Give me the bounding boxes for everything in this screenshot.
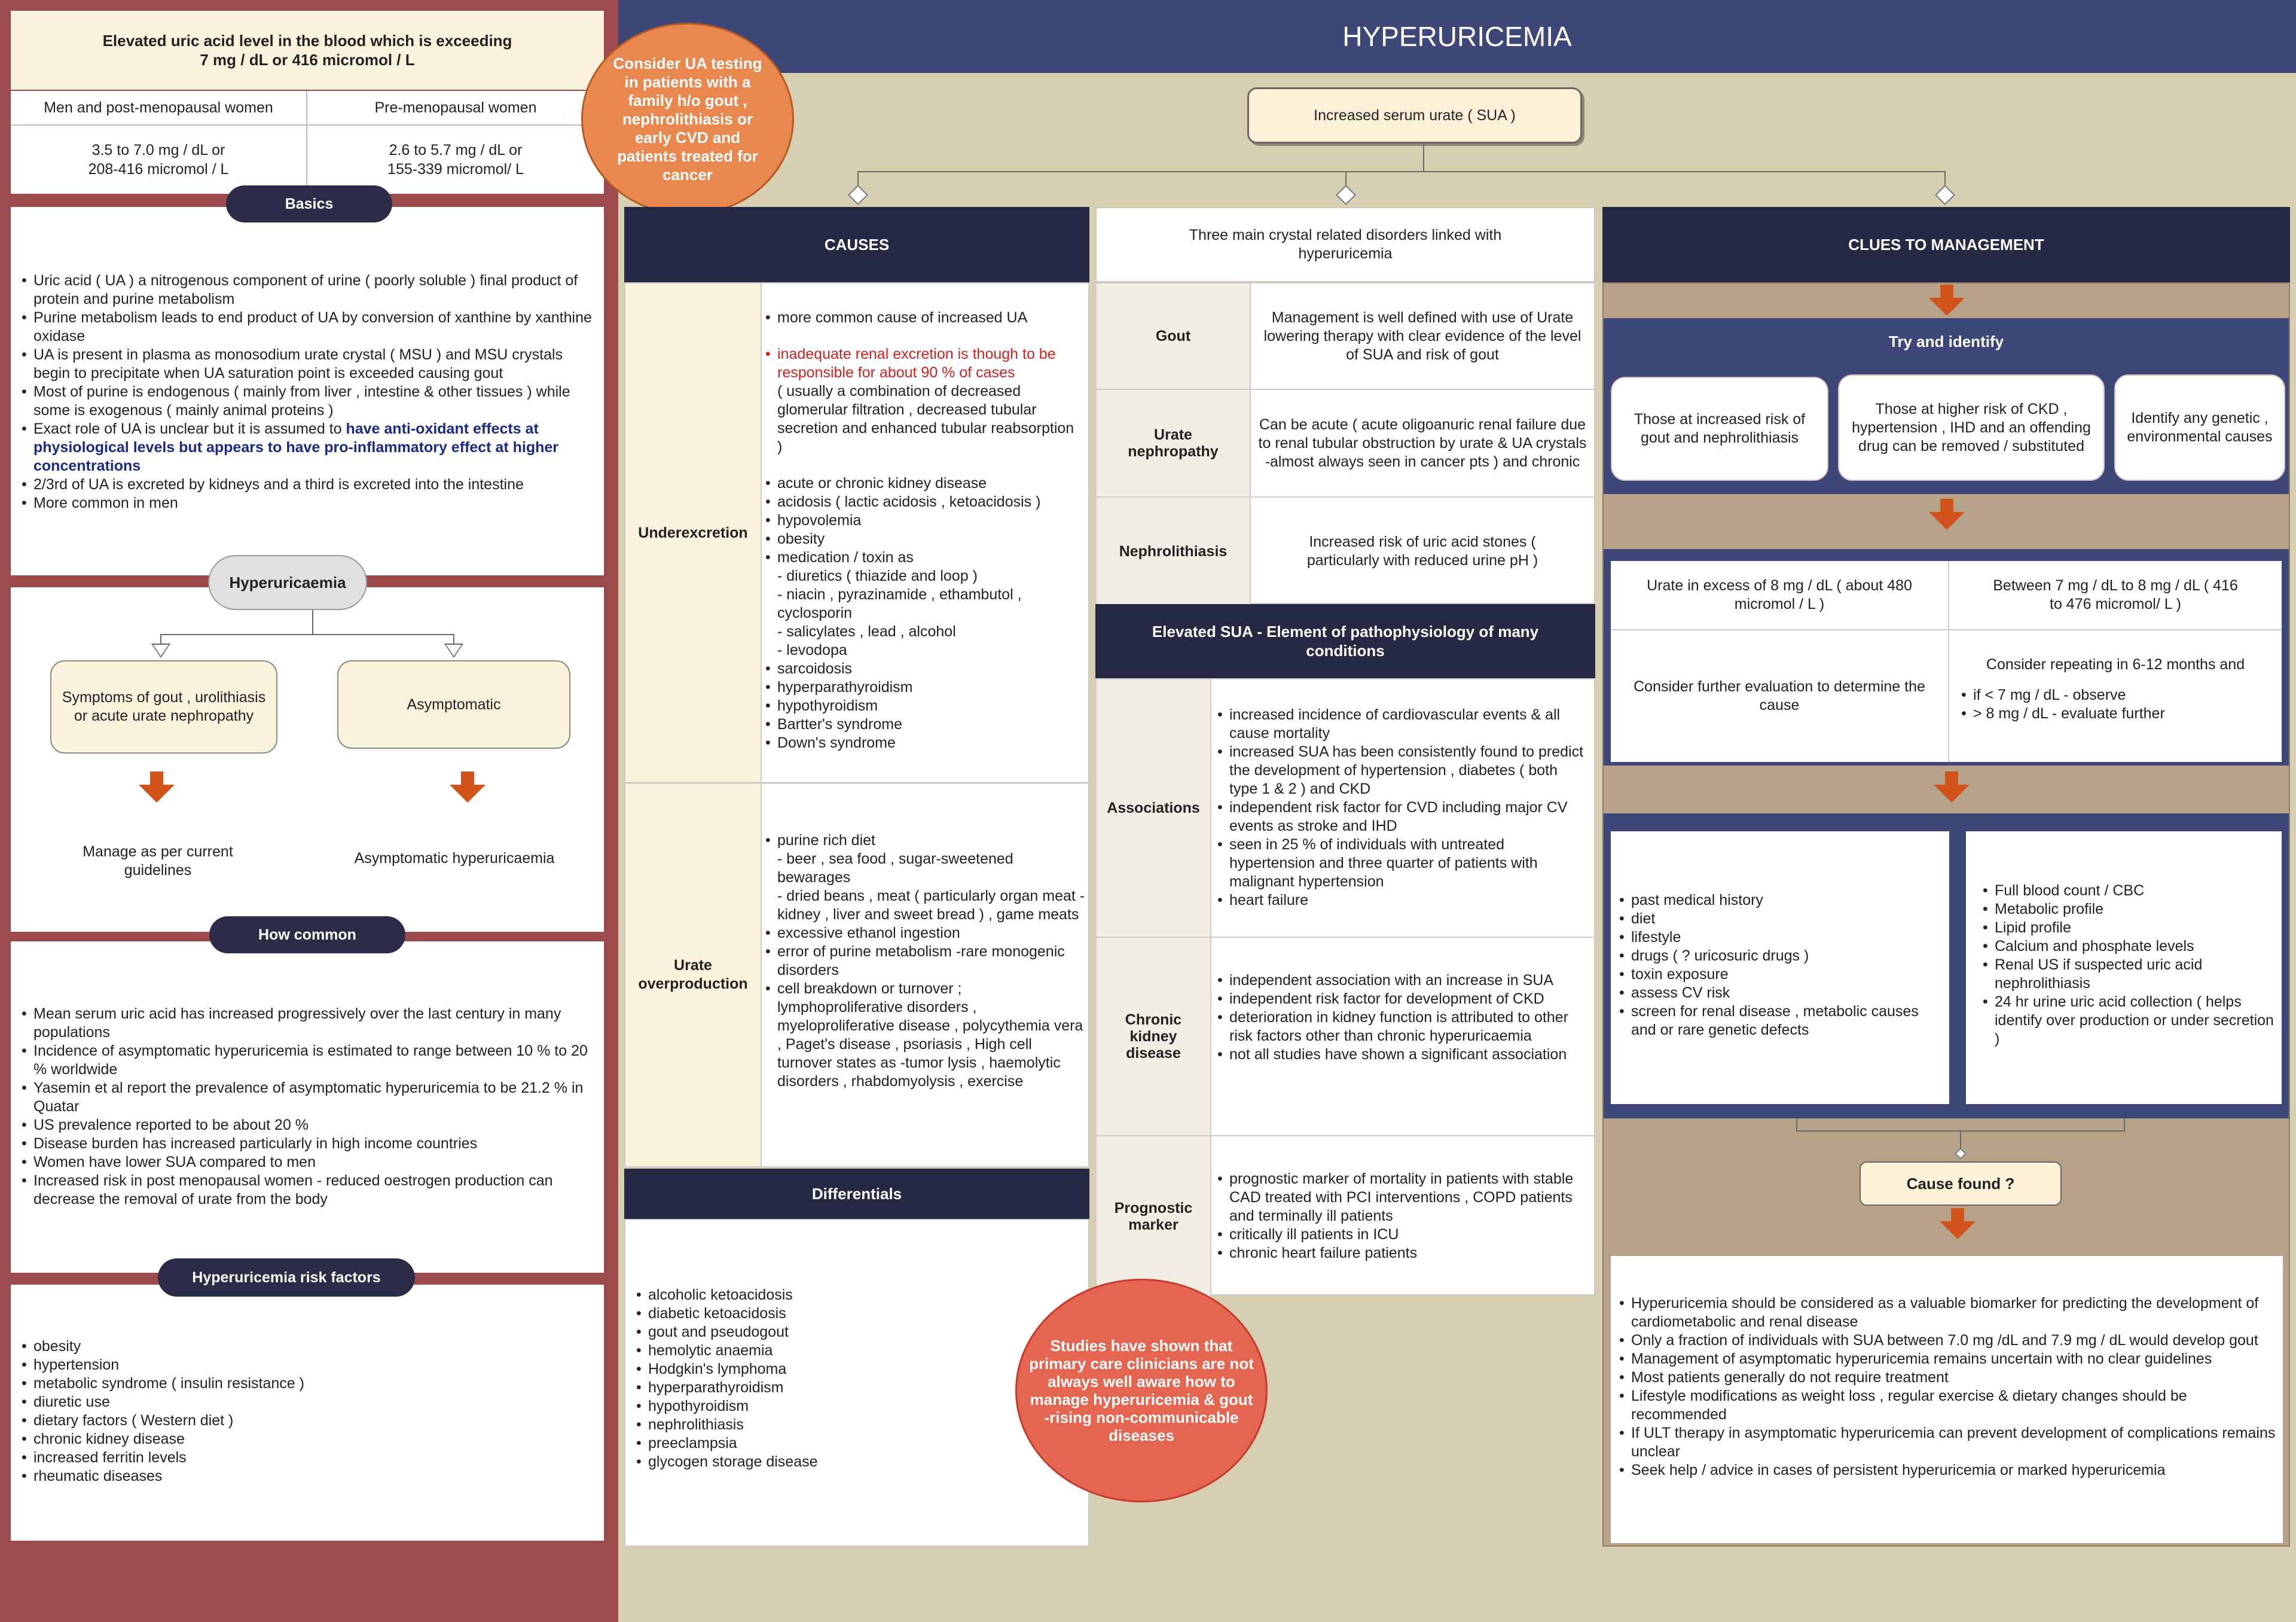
management-header: CLUES TO MANAGEMENT [1602,207,2290,282]
urate-high-header: Urate in excess of 8 mg / dL ( about 480 micromol / L ) [1611,561,1949,630]
underexcretion-label: Underexcretion [638,524,748,541]
list-item: • If ULT therapy in asymptomatic hyperuricemia can prevent development of complications remains unclear [1619,1424,2277,1461]
underexcretion-list-3 [765,660,1082,752]
ckd-label: Chronic kidney disease [1097,938,1211,1136]
sub-item: - dried beans , meat ( particularly organ meat -kidney , liver and sweet bread ) , game meats [777,888,1085,923]
basics-label: Basics [226,185,392,222]
flow-connector [160,634,454,635]
tree-connector [857,171,1946,172]
list-item: • Incidence of asymptomatic hyperuricemia is estimated to range between 10 % to 20 % worldwide [22,1042,596,1079]
list-item: • independent risk factor for development of CKD [1217,990,1589,1008]
repeat-list [1961,686,2270,723]
list-item: • UA is present in plasma as monosodium urate crystal ( MSU ) and MSU crystals begin to precipitate when UA saturation point is exceeded causing gout [22,346,596,383]
tree-connector [1796,1118,1797,1132]
women-value [307,126,604,194]
list-item: • assess CV risk [1619,984,1942,1002]
list-item: • seen in 25 % of individuals with untreated hypertension and three quarter of patients with malignant hypertension [1217,836,1589,891]
manage-result: Manage as per current guidelines [83,843,233,879]
prognostic-cell [1211,1136,1594,1297]
list-item: • 24 hr urine uric acid collection ( helps identify over production or under secretion ) [1983,993,2276,1048]
sub-item: - beer , sea food , sugar-sweetened bewarages [777,850,1013,886]
sub-item: - diuretics ( thiazide and loop ) [777,568,978,584]
try-box: Those at higher risk of CKD , hypertension , IHD and an offending drug can be removed / substituted [1838,374,2105,481]
crystal-table [1095,282,1595,604]
arrow-down-icon [1929,285,1965,316]
how-common-box [11,941,604,1273]
ckd-cell [1211,938,1594,1136]
urate-level-table [1611,561,2282,762]
tree-connector [1944,171,1946,185]
page-title: HYPERURICEMIA [618,0,2296,73]
sub-item: - niacin , pyrazinamide , ethambutol , cyclosporin [777,586,1022,621]
associations-cell [1211,679,1594,938]
tree-connector [1423,144,1424,171]
urate-high-body: Consider further evaluation to determine the cause [1611,630,1949,762]
list-item: • hypovolemia [765,511,1082,530]
list-item: • Mean serum uric acid has increased progressively over the last century in many populations [22,1005,596,1042]
arrow-down-icon [139,772,175,803]
underexcretion-note: ( usually a combination of decreased glomerular filtration , decreased tubular secretion and enhanced tubular reabsorption ) [777,383,1074,455]
risk-factors-list [22,1337,596,1486]
list-item: • toxin exposure [1619,965,1942,984]
list-item: • lifestyle [1619,928,1942,947]
list-item: • Hyperuricemia should be considered as a valuable biomarker for predicting the development of cardiometabolic and renal disease [1619,1294,2277,1331]
list-item: • independent association with an increase in SUA [1217,971,1589,990]
list-item: • deterioration in kidney function is attributed to other risk factors other than chronic hyperuricaemia [1217,1008,1589,1045]
list-item: • if < 7 mg / dL - observe [1961,686,2270,705]
women-value-line1: 2.6 to 5.7 mg / dL or [389,142,523,158]
men-value [11,126,307,194]
arrow-down-icon [450,772,486,803]
sub-item: - levodopa [777,642,847,658]
list-item: • purine rich diet [765,831,1086,850]
definition-line1: Elevated uric acid level in the blood which is exceeding [102,32,512,50]
women-value-line2: 155-339 micromol/ L [387,161,524,178]
summary-box [1611,1256,2283,1543]
list-item: • US prevalence reported to be about 20 % [22,1116,596,1135]
basics-box [11,207,604,575]
overproduction-list-2 [765,924,1086,1091]
try-box: Identify any genetic , environmental causes [2114,374,2285,481]
men-value-line2: 208-416 micromol / L [88,161,229,178]
urate-moderate-body [1949,630,2282,762]
overproduction-label: Urate overproduction [638,957,748,992]
list-item: • hypertension [22,1356,596,1374]
urate-nephropathy-label: Urate nephropathy [1097,390,1251,498]
list-item: • drugs ( ? uricosuric drugs ) [1619,947,1942,965]
list-item: • diabetic ketoacidosis [636,1304,1079,1323]
list-item: • gout and pseudogout [636,1323,1079,1341]
list-item: • Uric acid ( UA ) a nitrogenous component of urine ( poorly soluble ) final product of protein and purine metabolism [22,272,596,309]
overproduction-content [765,831,1086,1091]
try-identify-label: Try and identify [1888,332,2004,350]
list-item: • sarcoidosis [765,660,1082,678]
asymptomatic-result: Asymptomatic hyperuricaemia [354,849,555,867]
how-common-list [22,1005,596,1209]
list-item: • Lifestyle modifications as weight loss , regular exercise & dietary changes should be recommended [1619,1387,2277,1424]
urate-moderate-header: Between 7 mg / dL to 8 mg / dL ( 416 to 476 micromol/ L ) [1949,561,2282,630]
list-item: • chronic kidney disease [22,1430,596,1449]
arrow-down-icon [1934,772,1970,803]
flow-arrowhead-fill [446,645,462,656]
list-item: • hyperparathyroidism [636,1379,1079,1397]
testing-advice-circle: Consider UA testing in patients with a family h/o gout , nephrolithiasis or early CVD and patients treated for cancer [581,23,794,215]
differentials-list [636,1286,1079,1471]
hyperuricaemia-node: Hyperuricaemia [208,555,367,610]
women-header: Pre-menopausal women [307,91,604,126]
tree-connector [857,171,859,185]
list-item: • 2/3rd of UA is excreted by kidneys and a third is excreted into the intestine [22,475,596,494]
list-item: • hypothyroidism [765,697,1082,715]
list-item: • more common cause of increased UA [765,309,1082,327]
evaluation-tests-box [1966,831,2282,1104]
risk-factors-box [11,1285,604,1541]
list-item: • alcoholic ketoacidosis [636,1286,1079,1304]
list-item: • glycogen storage disease [636,1453,1079,1471]
list-item: • prognostic marker of mortality in patients with stable CAD treated with PCI interventions , COPD patients and terminally ill patients [1217,1170,1589,1225]
causes-header: CAUSES [624,207,1089,282]
list-item: • Disease burden has increased particularly in high income countries [22,1135,596,1153]
list-item: • dietary factors ( Western diet ) [22,1411,596,1430]
gout-label: Gout [1097,283,1251,390]
list-item: • obesity [22,1337,596,1356]
list-item: • Hodgkin's lymphoma [636,1360,1079,1379]
list-item: • error of purine metabolism -rare monogenic disorders [765,943,1086,980]
basics-list [22,272,596,513]
list-item: • inadequate renal excretion is though to be responsible for about 90 % of cases [765,345,1082,382]
men-header: Men and post-menopausal women [11,91,307,126]
list-item: • Seek help / advice in cases of persistent hyperuricemia or marked hyperuricemia [1619,1461,2277,1480]
sua-node: Increased serum urate ( SUA ) [1247,87,1582,144]
list-item: • Women have lower SUA compared to men [22,1153,596,1172]
associations-list [1217,706,1589,910]
how-common-label: How common [209,916,405,953]
medication-sublist [765,567,1082,660]
prognostic-list [1217,1170,1589,1263]
overproduction-list [765,831,1086,850]
list-item: • past medical history [1619,891,1942,910]
elevated-sua-header: Elevated SUA - Element of pathophysiology of many conditions [1095,604,1595,678]
list-item: • Purine metabolism leads to end product of UA by conversion of xanthine by xanthine oxidase [22,309,596,346]
list-item: • Yasemin et al report the prevalence of asymptomatic hyperuricemia to be 21.2 % in Quatar [22,1079,596,1116]
list-item: • independent risk factor for CVD including major CV events as stroke and IHD [1217,798,1589,836]
prognostic-label: Prognostic marker [1097,1136,1211,1297]
awareness-circle: Studies have shown that primary care clinicians are not always well aware how to manage hyperuricemia & gout -rising non-communicable diseases [1015,1279,1268,1502]
tests-list [1983,882,2276,1048]
list-item: • cell breakdown or turnover ; lymphoproliferative disorders , myeloproliferative disease , polycythemia vera , Paget's disease , psoriasis , High cell turnover states as -tumor lysis , haemolytic disorders , rhabdomyolysis , exercise [765,980,1086,1091]
list-item: • metabolic syndrome ( insulin resistance ) [22,1374,596,1393]
underexcretion-list-2 [765,474,1082,567]
list-item: • increased ferritin levels [22,1449,596,1467]
flow-connector [312,610,313,635]
nephrolithiasis-text: Increased risk of uric acid stones ( particularly with reduced urine pH ) [1306,533,1538,569]
flow-arrowhead-fill [153,645,169,656]
list-item: • Full blood count / CBC [1983,882,2276,900]
list-item: • hypothyroidism [636,1397,1079,1416]
sub-item: - salicylates , lead , alcohol [777,623,956,640]
crystal-header: Three main crystal related disorders linked with hyperuricemia [1095,207,1595,282]
list-item: • Management of asymptomatic hyperuricemia remains uncertain with no clear guidelines [1619,1350,2277,1368]
list-item: • not all studies have shown a significant association [1217,1045,1589,1064]
list-item: • increased incidence of cardiovascular events & all cause mortality [1217,706,1589,743]
symptoms-box: Symptoms of gout , urolithiasis or acute urate nephropathy [50,660,277,754]
definition-box [11,11,604,90]
list-item: • nephrolithiasis [636,1416,1079,1434]
arrow-down-icon [1929,499,1965,530]
definition-line2: 7 mg / dL or 416 micromol / L [200,51,415,69]
underexcretion-content [765,309,1082,752]
list-item: • Only a fraction of individuals with SUA between 7.0 mg /dL and 7.9 mg / dL would develop gout [1619,1331,2277,1350]
causes-divider [761,283,762,1166]
list-item: • critically ill patients in ICU [1217,1225,1589,1244]
list-item: • screen for renal disease , metabolic causes and or rare genetic defects [1619,1002,1942,1039]
list-item: • Renal US if suspected uric acid nephrolithiasis [1983,956,2276,993]
list-item: • excessive ethanol ingestion [765,924,1086,943]
nephrolithiasis-label: Nephrolithiasis [1097,498,1251,605]
men-value-line1: 3.5 to 7.0 mg / dL or [91,142,225,158]
reference-range-table [11,91,604,194]
list-item: • Most patients generally do not require treatment [1619,1368,2277,1387]
diet-sublist [765,850,1086,924]
list-item: • rheumatic diseases [22,1467,596,1486]
list-item [22,420,596,475]
list-item: • medication / toxin as [765,548,1082,567]
list-item: • acute or chronic kidney disease [765,474,1082,493]
list-item: • hyperparathyroidism [765,678,1082,697]
tree-connector [1345,171,1347,185]
list-item: • Bartter's syndrome [765,715,1082,734]
tree-connector [2124,1118,2125,1132]
list-item: • obesity [765,530,1082,548]
gout-text: Management is well defined with use of Urate lowering therapy with clear evidence of the level of SUA and risk of gout [1251,283,1594,390]
list-item: • heart failure [1217,891,1589,910]
underexcretion-list [765,309,1082,327]
list-item: • Most of purine is endogenous ( mainly from liver , intestine & other tissues ) while some is exogenous ( mainly animal proteins ) [22,383,596,420]
list-item: • increased SUA has been consistently found to predict the development of hypertension , diabetes ( both type 1 & 2 ) and CKD [1217,743,1589,798]
list-item: • More common in men [22,494,596,513]
list-item: • > 8 mg / dL - evaluate further [1961,705,2270,723]
cause-found-node: Cause found ? [1860,1161,2062,1206]
associations-label: Associations [1097,679,1211,938]
history-list [1619,891,1942,1039]
urate-nephropathy-text: Can be acute ( acute oligoanuric renal failure due to renal tubular obstruction by urate & UA crystals -almost always seen in cancer pts ) and chronic [1251,390,1594,498]
basics-item5-highlight: have anti-oxidant effects at physiological levels but appears to have pro-inflammatory effect at higher concentrations [33,420,558,474]
list-item: • acidosis ( lactic acidosis , ketoacidosis ) [765,493,1082,511]
differentials-header: Differentials [624,1169,1089,1219]
risk-factors-label: Hyperuricemia risk factors [158,1258,415,1297]
evaluation-history-box [1611,831,1949,1104]
list-item: • Increased risk in post menopausal women - reduced oestrogen production can decrease the removal of urate from the body [22,1172,596,1209]
list-item: • Metabolic profile [1983,900,2276,919]
basics-item5-prefix: Exact role of UA is unclear but it is assumed to [33,420,346,437]
list-item: • diuretic use [22,1393,596,1411]
arrow-down-icon [1940,1208,1976,1239]
list-item: • Lipid profile [1983,919,2276,937]
elevated-sua-table [1095,678,1595,1295]
repeat-advice: Consider repeating in 6-12 months and [1986,656,2245,673]
list-item: • Calcium and phosphate levels [1983,937,2276,956]
list-item: • chronic heart failure patients [1217,1244,1589,1263]
asymptomatic-box: Asymptomatic [337,660,570,749]
list-item: • diet [1619,910,1942,928]
try-box: Those at increased risk of gout and nephrolithiasis [1611,377,1828,481]
list-item: • preeclampsia [636,1434,1079,1453]
list-item: • Down's syndrome [765,734,1082,752]
list-item: • hemolytic anaemia [636,1341,1079,1360]
underexcretion-red-list [765,345,1082,382]
summary-list [1619,1294,2277,1480]
ckd-list [1217,971,1589,1064]
